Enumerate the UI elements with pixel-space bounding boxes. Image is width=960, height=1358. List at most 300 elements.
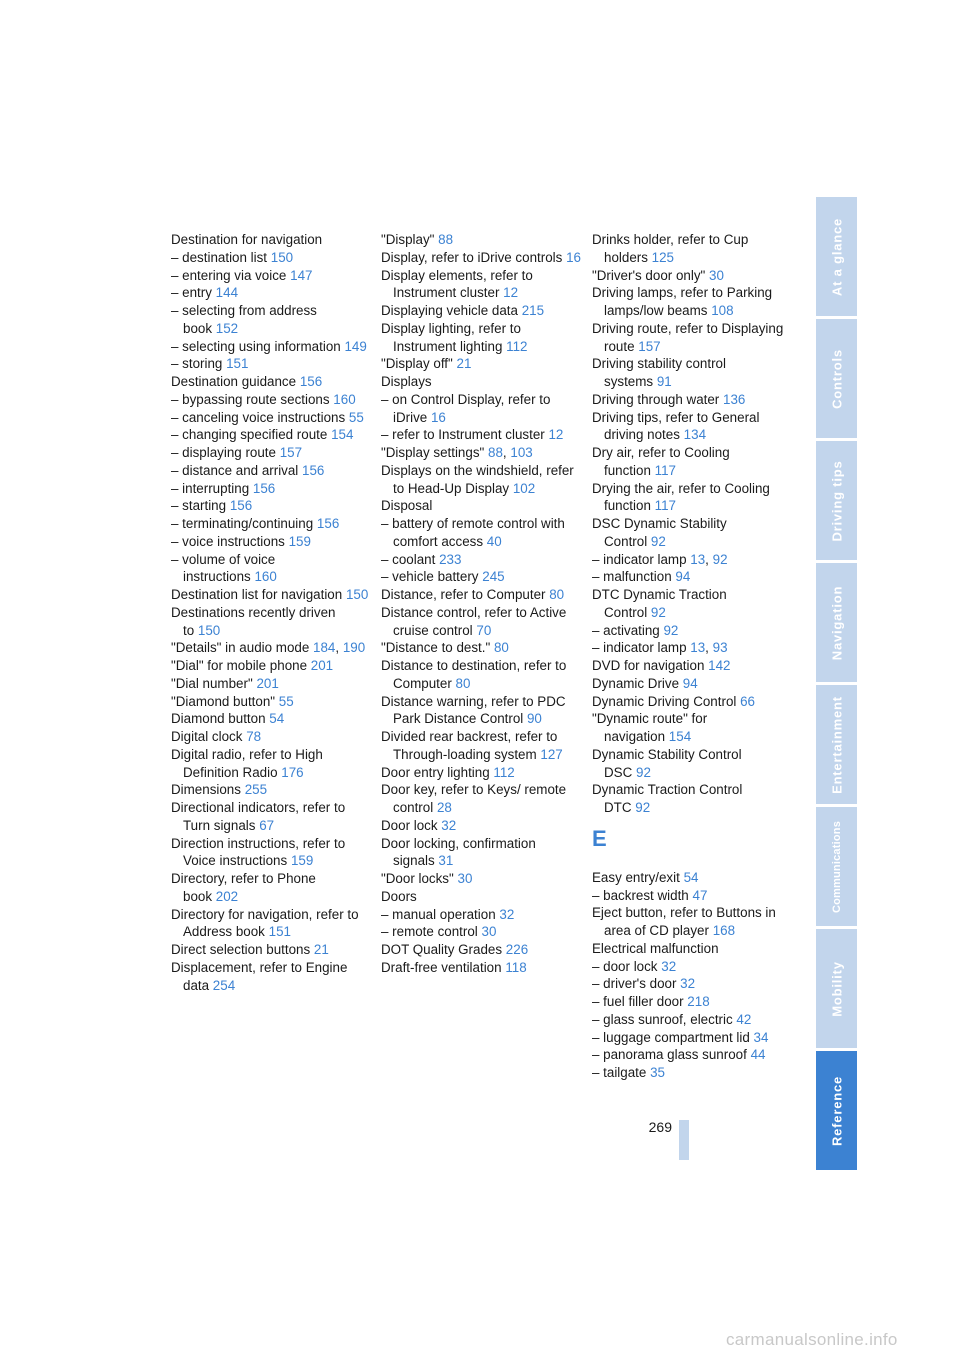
page-link[interactable]: 151 (268, 924, 291, 940)
page-link[interactable]: 55 (278, 693, 294, 709)
page-link[interactable]: , 92 (705, 552, 727, 567)
index-term: Door key, refer to Keys/ remote control (381, 782, 567, 815)
page-link[interactable]: 254 (212, 977, 236, 993)
index-group-d (592, 231, 792, 817)
page-link[interactable]: 31 (438, 853, 454, 869)
tab-driving-tips[interactable]: Driving tips (816, 441, 857, 560)
page-link[interactable]: 156 (229, 498, 253, 514)
page-refs (669, 729, 691, 744)
index-entry (381, 497, 581, 515)
page-link[interactable]: 88 (488, 445, 503, 460)
index-term: DVD for navigation (592, 658, 705, 673)
page-refs (655, 463, 676, 478)
index-entry (592, 551, 792, 569)
page-link[interactable]: 127 (540, 746, 563, 762)
index-term: – driver's door (592, 976, 677, 992)
page-refs (513, 481, 535, 496)
page-link[interactable]: 30 (481, 924, 497, 940)
index-term: "Door locks" (381, 871, 454, 886)
page-link[interactable]: 157 (279, 445, 303, 460)
page-link[interactable]: 134 (683, 427, 707, 443)
page-link[interactable]: 35 (650, 1065, 665, 1080)
page-link[interactable]: 233 (439, 551, 462, 567)
index-entry (592, 515, 792, 551)
page-link[interactable]: 30 (457, 871, 473, 886)
index-term: Distance, refer to Computer (381, 587, 546, 602)
page-link[interactable]: 32 (661, 958, 677, 974)
page-link[interactable]: 201 (310, 658, 334, 673)
page-link[interactable]: 94 (675, 569, 691, 585)
index-entry (592, 869, 792, 887)
index-entry (592, 568, 792, 586)
index-entry (171, 710, 371, 728)
page-link[interactable]: 47 (692, 887, 708, 903)
page-refs (663, 623, 678, 638)
page-refs (680, 976, 695, 991)
page-link[interactable]: 150 (270, 249, 294, 265)
index-term: Digital radio, refer to High Definition Radio (171, 746, 323, 780)
index-entry (592, 1046, 792, 1064)
index-entry (381, 391, 581, 427)
page-refs (344, 339, 366, 354)
index-entry (592, 1064, 792, 1082)
page-refs (246, 729, 261, 744)
page-link[interactable]: 151 (226, 356, 249, 372)
index-term: Drinks holder, refer to Cup holders (592, 232, 749, 265)
page-refs (548, 427, 563, 442)
index-term: DTC Dynamic Traction Control (592, 587, 727, 620)
index-term: Displays (381, 374, 432, 389)
index-entry (171, 693, 371, 711)
index-term: Dimensions (171, 782, 241, 798)
index-entry (381, 586, 581, 604)
index-entry (171, 959, 371, 995)
page-link[interactable]: 30 (709, 267, 724, 283)
page-link[interactable]: 66 (740, 693, 756, 709)
page-link[interactable]: 42 (736, 1011, 752, 1027)
page-link[interactable]: 21 (456, 356, 472, 372)
index-entry (592, 284, 792, 320)
page-link[interactable]: 154 (668, 729, 692, 744)
index-term: – refer to Instrument cluster (381, 427, 545, 443)
page-link[interactable]: 160 (333, 391, 356, 407)
index-entry (381, 923, 581, 941)
page-refs (684, 427, 706, 442)
index-term: Door locking, confirmation signals (381, 835, 536, 869)
page-refs (331, 427, 353, 442)
page-link[interactable]: 176 (281, 764, 304, 780)
page-link[interactable]: , 103 (503, 445, 533, 460)
index-entry (592, 231, 792, 267)
tab-entertainment[interactable]: Entertainment (816, 685, 857, 804)
page-refs (431, 410, 446, 425)
page-link[interactable]: 125 (651, 249, 674, 265)
index-entry (171, 284, 371, 302)
page-refs (566, 250, 581, 265)
index-entry (592, 781, 792, 817)
index-term: – bypassing route sections (171, 391, 330, 407)
index-term: Displaying vehicle data (381, 303, 518, 318)
page-refs (300, 374, 322, 389)
page-refs (291, 853, 313, 868)
index-term: Draft-free ventilation (381, 959, 502, 975)
page-refs (439, 552, 461, 567)
page-refs (494, 640, 509, 655)
page-refs (540, 747, 562, 762)
index-entry (592, 409, 792, 445)
page-link[interactable]: 67 (259, 817, 275, 833)
page-refs (549, 587, 564, 602)
index-entry (171, 639, 371, 657)
page-refs (493, 765, 514, 780)
page-refs (651, 534, 666, 549)
page-refs (690, 552, 727, 567)
index-entry (171, 267, 371, 285)
page-refs (245, 782, 267, 797)
page-link[interactable]: 92 (650, 533, 666, 549)
page-refs (456, 676, 471, 691)
page-link[interactable]: 32 (680, 976, 696, 992)
index-entry (381, 728, 581, 764)
index-entry (592, 958, 792, 976)
page-refs (522, 303, 544, 318)
section-letter: E (592, 825, 607, 851)
page-link[interactable]: 92 (635, 800, 651, 815)
tab-at-a-glance[interactable]: At a glance (816, 197, 857, 316)
page-refs (754, 1030, 769, 1045)
index-entry (171, 373, 371, 391)
index-entry (381, 835, 581, 871)
page-link[interactable]: 157 (638, 338, 661, 354)
page-number: 269 (648, 1119, 672, 1135)
index-term: Direct selection buttons (171, 942, 311, 957)
index-term: Directory, refer to Phone book (171, 871, 316, 904)
page-link[interactable]: 32 (441, 817, 457, 833)
index-entry (171, 533, 371, 551)
index-term: Destinations recently driven to (171, 604, 336, 638)
index-column-2 (381, 231, 581, 977)
index-term: – battery of remote control with comfort access (381, 516, 565, 549)
index-term: Disposal (381, 498, 433, 514)
index-term: – terminating/continuing (171, 516, 314, 531)
index-term: – panorama glass sunroof (592, 1047, 747, 1063)
index-entry (381, 693, 581, 729)
page-refs (482, 924, 497, 939)
page-refs (349, 410, 364, 425)
index-entry (171, 426, 371, 444)
page-link[interactable]: 12 (503, 285, 519, 301)
page-refs (317, 516, 339, 531)
index-term: Direction instructions, refer to Voice instructions (171, 835, 346, 869)
page-link[interactable]: 70 (476, 622, 492, 638)
page-refs (290, 268, 312, 283)
page-refs (651, 605, 666, 620)
page-link[interactable]: 54 (269, 711, 285, 727)
page-link[interactable]: 159 (290, 853, 314, 869)
index-entry (381, 267, 581, 303)
index-entry (381, 462, 581, 498)
page-link[interactable]: 156 (252, 480, 276, 496)
index-term: – glass sunroof, electric (592, 1011, 733, 1027)
index-term: Driving through water (592, 391, 720, 407)
page-link[interactable]: 44 (750, 1047, 766, 1063)
page-link[interactable]: , 190 (335, 640, 365, 655)
index-term: – changing specified route (171, 427, 328, 443)
page-refs (684, 870, 699, 885)
index-entry (381, 373, 581, 391)
index-term: "Display off" (381, 356, 453, 372)
index-entry (592, 480, 792, 516)
index-group-e (592, 869, 792, 1082)
page-refs (216, 321, 238, 336)
page-refs (687, 994, 709, 1009)
index-term: Diamond button (171, 711, 266, 727)
page-refs (438, 853, 453, 868)
page-refs (708, 658, 730, 673)
index-term: "Dial" for mobile phone (171, 658, 308, 673)
index-entry (171, 675, 371, 693)
index-entry (171, 231, 371, 249)
tab-mobility[interactable]: Mobility (816, 929, 857, 1048)
page-refs (311, 658, 333, 673)
page-link[interactable]: 112 (506, 338, 528, 354)
page-link[interactable]: 40 (486, 533, 502, 549)
page-refs (437, 800, 452, 815)
tab-navigation[interactable]: Navigation (816, 563, 857, 682)
index-term: Doors (381, 888, 417, 904)
index-term: – destination list (171, 249, 268, 265)
index-term: – activating (592, 622, 660, 638)
index-term: Destination list for navigation (171, 587, 343, 602)
page-refs (269, 924, 291, 939)
index-entry (592, 746, 792, 782)
page-refs (226, 356, 248, 371)
index-entry (381, 302, 581, 320)
index-entry (171, 835, 371, 871)
index-term: – indicator lamp (592, 640, 687, 656)
index-term: – fuel filler door (592, 994, 684, 1009)
page-link[interactable]: 55 (348, 409, 364, 425)
page-link[interactable]: 34 (753, 1029, 769, 1045)
index-term: Driving tips, refer to General driving notes (592, 409, 760, 443)
page-link[interactable]: 54 (683, 869, 699, 885)
page-link[interactable]: 12 (548, 427, 564, 443)
page-link[interactable]: 112 (493, 764, 515, 780)
page-link[interactable]: 88 (438, 232, 454, 247)
page-link[interactable]: 201 (256, 675, 279, 691)
page-refs (505, 960, 526, 975)
chapter-sidebar (816, 197, 857, 1173)
page-link[interactable]: 202 (215, 888, 239, 904)
page-link[interactable]: 255 (244, 782, 268, 798)
page-link[interactable]: 150 (345, 587, 369, 602)
index-term: Dynamic Traction Control DTC (592, 782, 743, 815)
page-link[interactable]: 80 (493, 640, 509, 656)
index-entry (171, 515, 371, 533)
page-link[interactable]: 226 (505, 942, 529, 957)
page-link[interactable]: 28 (436, 800, 452, 815)
page-refs (736, 1012, 751, 1027)
tab-communications[interactable]: Communications (816, 807, 857, 926)
page-link[interactable]: 150 (197, 622, 221, 638)
page-link[interactable]: 92 (636, 764, 651, 780)
page-refs (683, 676, 698, 691)
page-refs (527, 711, 542, 726)
index-entry (171, 728, 371, 746)
page-link[interactable]: 16 (566, 249, 581, 265)
index-term: – coolant (381, 551, 436, 567)
page-link[interactable]: 215 (521, 303, 545, 318)
page-link[interactable]: 149 (344, 338, 367, 354)
page-link[interactable]: 160 (254, 569, 277, 585)
page-link[interactable]: 147 (290, 267, 313, 283)
index-entry (592, 710, 792, 746)
page-link[interactable]: 117 (654, 498, 676, 514)
page-link[interactable]: , 93 (705, 640, 727, 655)
page-refs (438, 232, 453, 247)
page-link[interactable]: 136 (723, 391, 746, 407)
page-link[interactable]: 13 (690, 640, 706, 656)
index-term: Destination guidance (171, 374, 297, 389)
page-link[interactable]: 108 (711, 303, 734, 318)
page-link[interactable]: 159 (288, 533, 311, 549)
page-link[interactable]: 21 (313, 942, 329, 957)
page-link[interactable]: 32 (499, 906, 515, 922)
index-term: – entering via voice (171, 267, 287, 283)
page-refs (713, 923, 735, 938)
index-term: Dynamic Driving Control (592, 693, 737, 709)
index-term: Easy entry/exit (592, 869, 680, 885)
page-refs (476, 623, 491, 638)
page-link[interactable]: 92 (650, 604, 666, 620)
page-refs (723, 392, 745, 407)
page-refs (488, 445, 533, 460)
page-refs (259, 818, 274, 833)
watermark: carmanualsonline.info (726, 1330, 898, 1349)
page-link[interactable]: 168 (712, 923, 736, 938)
page-refs (280, 445, 302, 460)
page-link[interactable]: 92 (663, 622, 679, 638)
page-refs (635, 800, 650, 815)
page-link[interactable]: 16 (430, 409, 446, 425)
index-entry (171, 338, 371, 356)
index-entry (171, 249, 371, 267)
page-link[interactable]: 117 (654, 462, 676, 478)
page-refs (506, 942, 528, 957)
page-link[interactable]: 218 (687, 994, 710, 1009)
index-entry (381, 657, 581, 693)
tab-reference[interactable]: Reference (816, 1051, 857, 1170)
index-entry (592, 622, 792, 640)
index-term: – door lock (592, 958, 658, 974)
page-refs (693, 888, 708, 903)
index-term: – manual operation (381, 906, 496, 922)
index-entry (171, 604, 371, 640)
page-link[interactable]: 142 (708, 658, 731, 673)
page-refs (254, 569, 276, 584)
page-refs (740, 694, 755, 709)
page-refs (711, 303, 733, 318)
index-entry (171, 409, 371, 427)
index-term: – displaying route (171, 445, 276, 460)
page-link[interactable]: 102 (512, 480, 536, 496)
index-term: "Driver's door only" (592, 267, 706, 283)
index-entry (381, 817, 581, 835)
index-term: Electrical malfunction (592, 940, 719, 956)
page-refs (271, 250, 293, 265)
index-entry (592, 975, 792, 993)
page-link[interactable]: 94 (682, 675, 698, 691)
page-link[interactable]: 80 (549, 587, 565, 602)
page-refs (482, 569, 504, 584)
index-term: Directional indicators, refer to Turn signals (171, 800, 346, 833)
page-link[interactable]: 154 (331, 427, 354, 443)
index-term: "Distance to dest." (381, 640, 491, 656)
index-entry (381, 604, 581, 640)
page-link[interactable]: 144 (215, 285, 239, 301)
index-term: Distance warning, refer to PDC Park Distance Control (381, 693, 566, 727)
index-term: – entry (171, 285, 212, 301)
page-refs (213, 978, 235, 993)
index-entry (381, 764, 581, 782)
index-term: – selecting from address book (171, 303, 317, 336)
index-entry (381, 781, 581, 817)
page-link[interactable]: 156 (316, 516, 340, 531)
index-entry (171, 444, 371, 462)
index-term: – luggage compartment lid (592, 1029, 750, 1045)
index-term: "Dial number" (171, 675, 253, 691)
index-entry (381, 231, 581, 249)
index-entry (592, 993, 792, 1011)
index-entry (592, 391, 792, 409)
index-term: – storing (171, 356, 223, 372)
index-entry (381, 249, 581, 267)
index-term: Displays on the windshield, refer to Head-Up Display (381, 462, 574, 496)
index-entry (592, 1029, 792, 1047)
page-link[interactable]: 184 (313, 640, 336, 656)
tab-controls[interactable]: Controls (816, 319, 857, 438)
index-entry (171, 391, 371, 409)
index-term: – selecting using information (171, 338, 341, 354)
page-link[interactable]: 91 (656, 374, 672, 389)
index-entry (171, 941, 371, 959)
page-refs (655, 498, 676, 513)
page-link[interactable]: 156 (299, 374, 323, 389)
index-entry (171, 799, 371, 835)
index-entry (592, 657, 792, 675)
page-refs (657, 374, 672, 389)
page-link[interactable]: 80 (455, 675, 471, 691)
page-link[interactable]: 152 (215, 320, 239, 336)
page-refs (269, 711, 284, 726)
page-link[interactable]: 90 (526, 711, 542, 727)
index-entry (592, 675, 792, 693)
index-entry (171, 497, 371, 515)
page-link[interactable]: 156 (302, 462, 325, 478)
page-link[interactable]: 13 (690, 551, 706, 567)
index-term: – vehicle battery (381, 569, 479, 585)
index-entry (592, 940, 792, 958)
page-refs (638, 339, 660, 354)
page-refs (216, 285, 238, 300)
page-link[interactable]: 118 (505, 959, 527, 975)
page-refs (661, 959, 676, 974)
page-refs (333, 392, 355, 407)
index-term: Driving stability control systems (592, 356, 726, 389)
index-entry (592, 320, 792, 356)
page-link[interactable]: 78 (246, 729, 262, 744)
page-link[interactable]: 245 (482, 569, 505, 585)
